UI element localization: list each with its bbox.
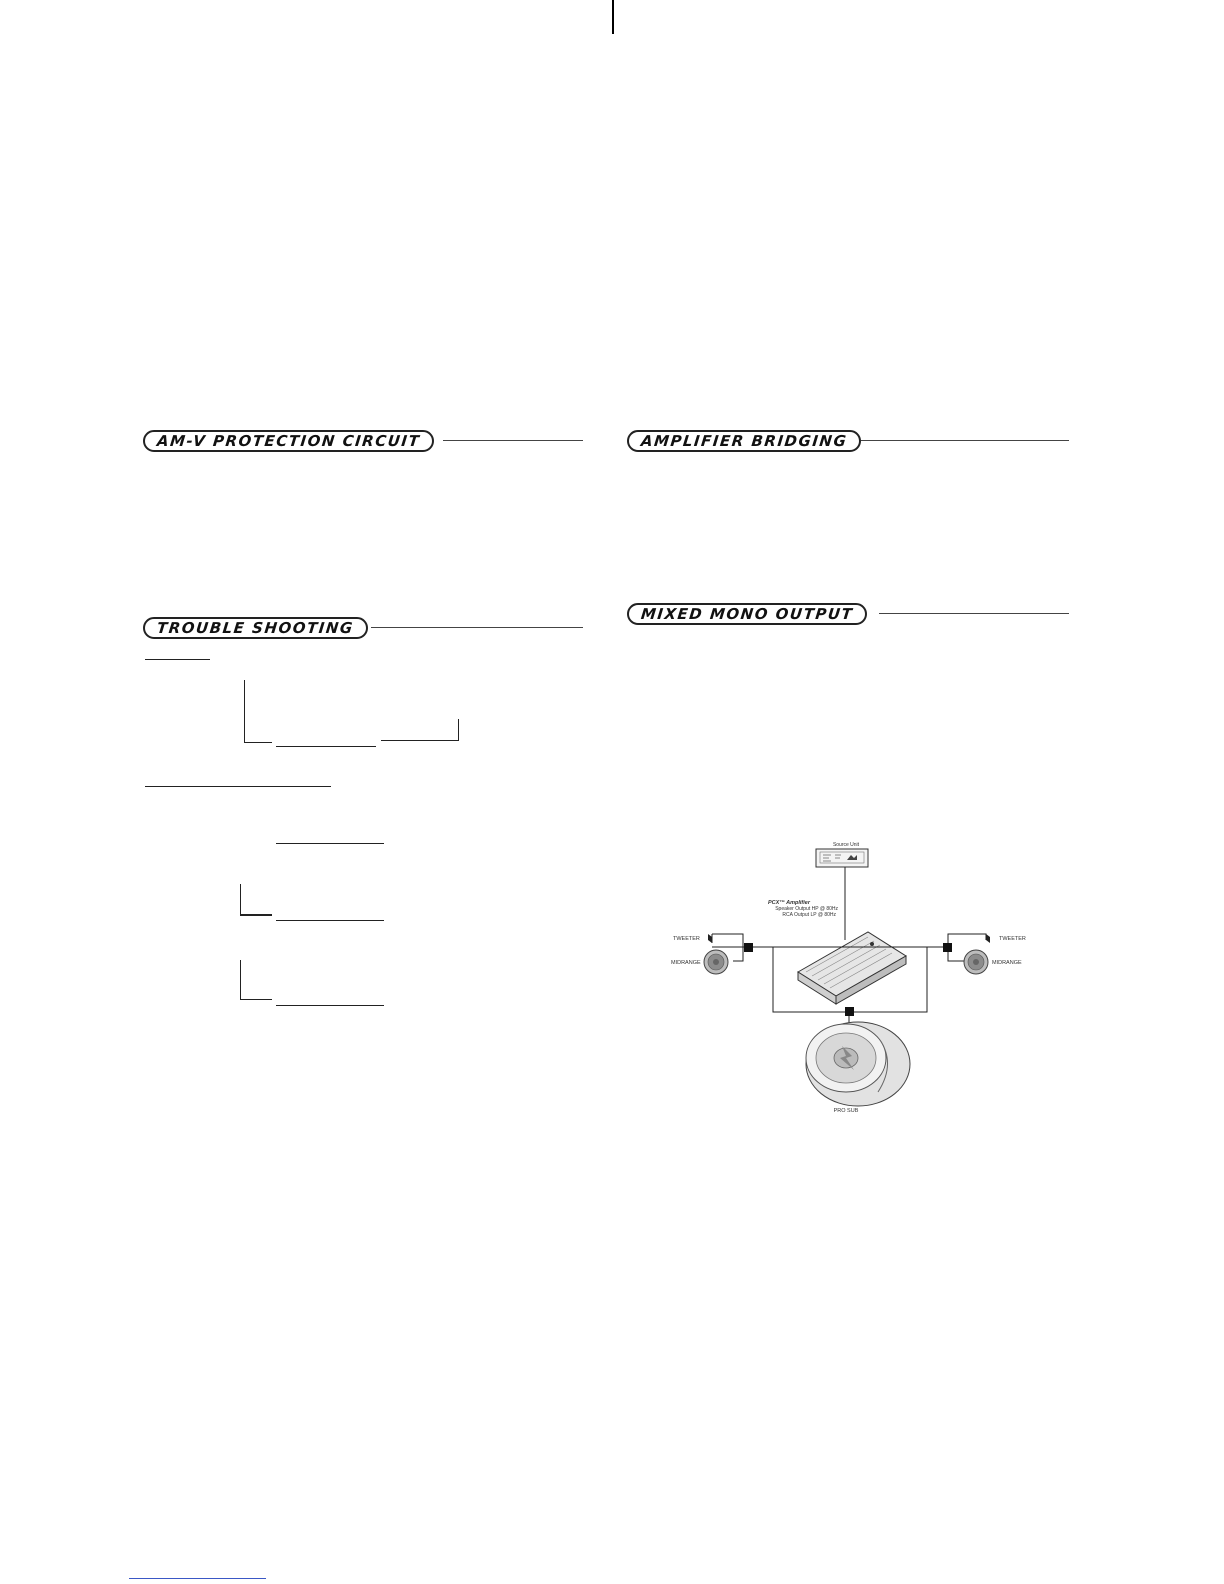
midrange-left-icon: [704, 950, 728, 974]
underline-5: [276, 843, 384, 844]
subwoofer-icon: [806, 1022, 910, 1106]
header-rule: [371, 627, 583, 628]
header-rule: [861, 440, 1069, 441]
bracket-3-bottom: [240, 914, 272, 916]
bracket-2-vertical: [458, 719, 459, 741]
crossover-left: [744, 943, 753, 952]
underline-2: [276, 746, 376, 747]
underline-1: [145, 659, 210, 660]
underline-7: [276, 1005, 384, 1006]
bracket-1-bottom: [244, 742, 272, 743]
midrange-right-icon: [964, 950, 988, 974]
tweeter-right-icon: [986, 934, 990, 943]
mixed-mono-pill: [627, 603, 867, 625]
sub-label: PRO SUB: [833, 1108, 859, 1114]
troubleshooting-header: [143, 617, 583, 639]
tweeter-right-label: TWEETER: [999, 936, 1026, 942]
top-edge-mark: [612, 0, 614, 34]
amplifier-bridging-title: AMPLIFIER BRIDGING: [640, 432, 849, 450]
amplifier: [798, 932, 906, 1004]
underline-4: [145, 786, 331, 787]
header-rule: [443, 440, 583, 441]
footer-link-underline[interactable]: [129, 1578, 266, 1579]
amplifier-bridging-header: [627, 430, 1069, 452]
mixed-mono-wiring-diagram: [660, 838, 1040, 1118]
amp-line-1: Speaker Output HP @ 80Hz: [775, 906, 838, 912]
underline-6: [276, 920, 384, 921]
amp-line-2: RCA Output LP @ 80Hz: [782, 912, 836, 918]
amplifier-bridging-pill: [627, 430, 861, 452]
tweeter-left-label: TWEETER: [673, 936, 700, 942]
troubleshooting-title: TROUBLE SHOOTING: [156, 619, 355, 637]
mixed-mono-title: MIXED MONO OUTPUT: [640, 605, 855, 623]
bracket-4-vertical: [240, 960, 241, 1000]
midrange-right-label: MIDRANGE: [992, 960, 1022, 966]
protection-circuit-title: AM-V PROTECTION CIRCUIT: [156, 432, 422, 450]
bracket-4-bottom: [240, 999, 272, 1000]
protection-circuit-header: [143, 430, 583, 452]
underline-3: [381, 740, 459, 741]
source-unit-label: Source Unit: [832, 842, 860, 848]
amp-title: PCX™ Amplifier: [768, 900, 810, 906]
tweeter-left-icon: [708, 934, 712, 943]
crossover-sub: [845, 1007, 854, 1016]
header-rule: [879, 613, 1069, 614]
midrange-left-label: MIDRANGE: [671, 960, 701, 966]
protection-circuit-pill: [143, 430, 434, 452]
troubleshooting-pill: [143, 617, 368, 639]
bracket-3-vertical: [240, 884, 241, 915]
mixed-mono-header: [627, 603, 1069, 625]
bracket-1-vertical: [244, 680, 245, 743]
crossover-right: [943, 943, 952, 952]
source-unit: [816, 842, 868, 867]
